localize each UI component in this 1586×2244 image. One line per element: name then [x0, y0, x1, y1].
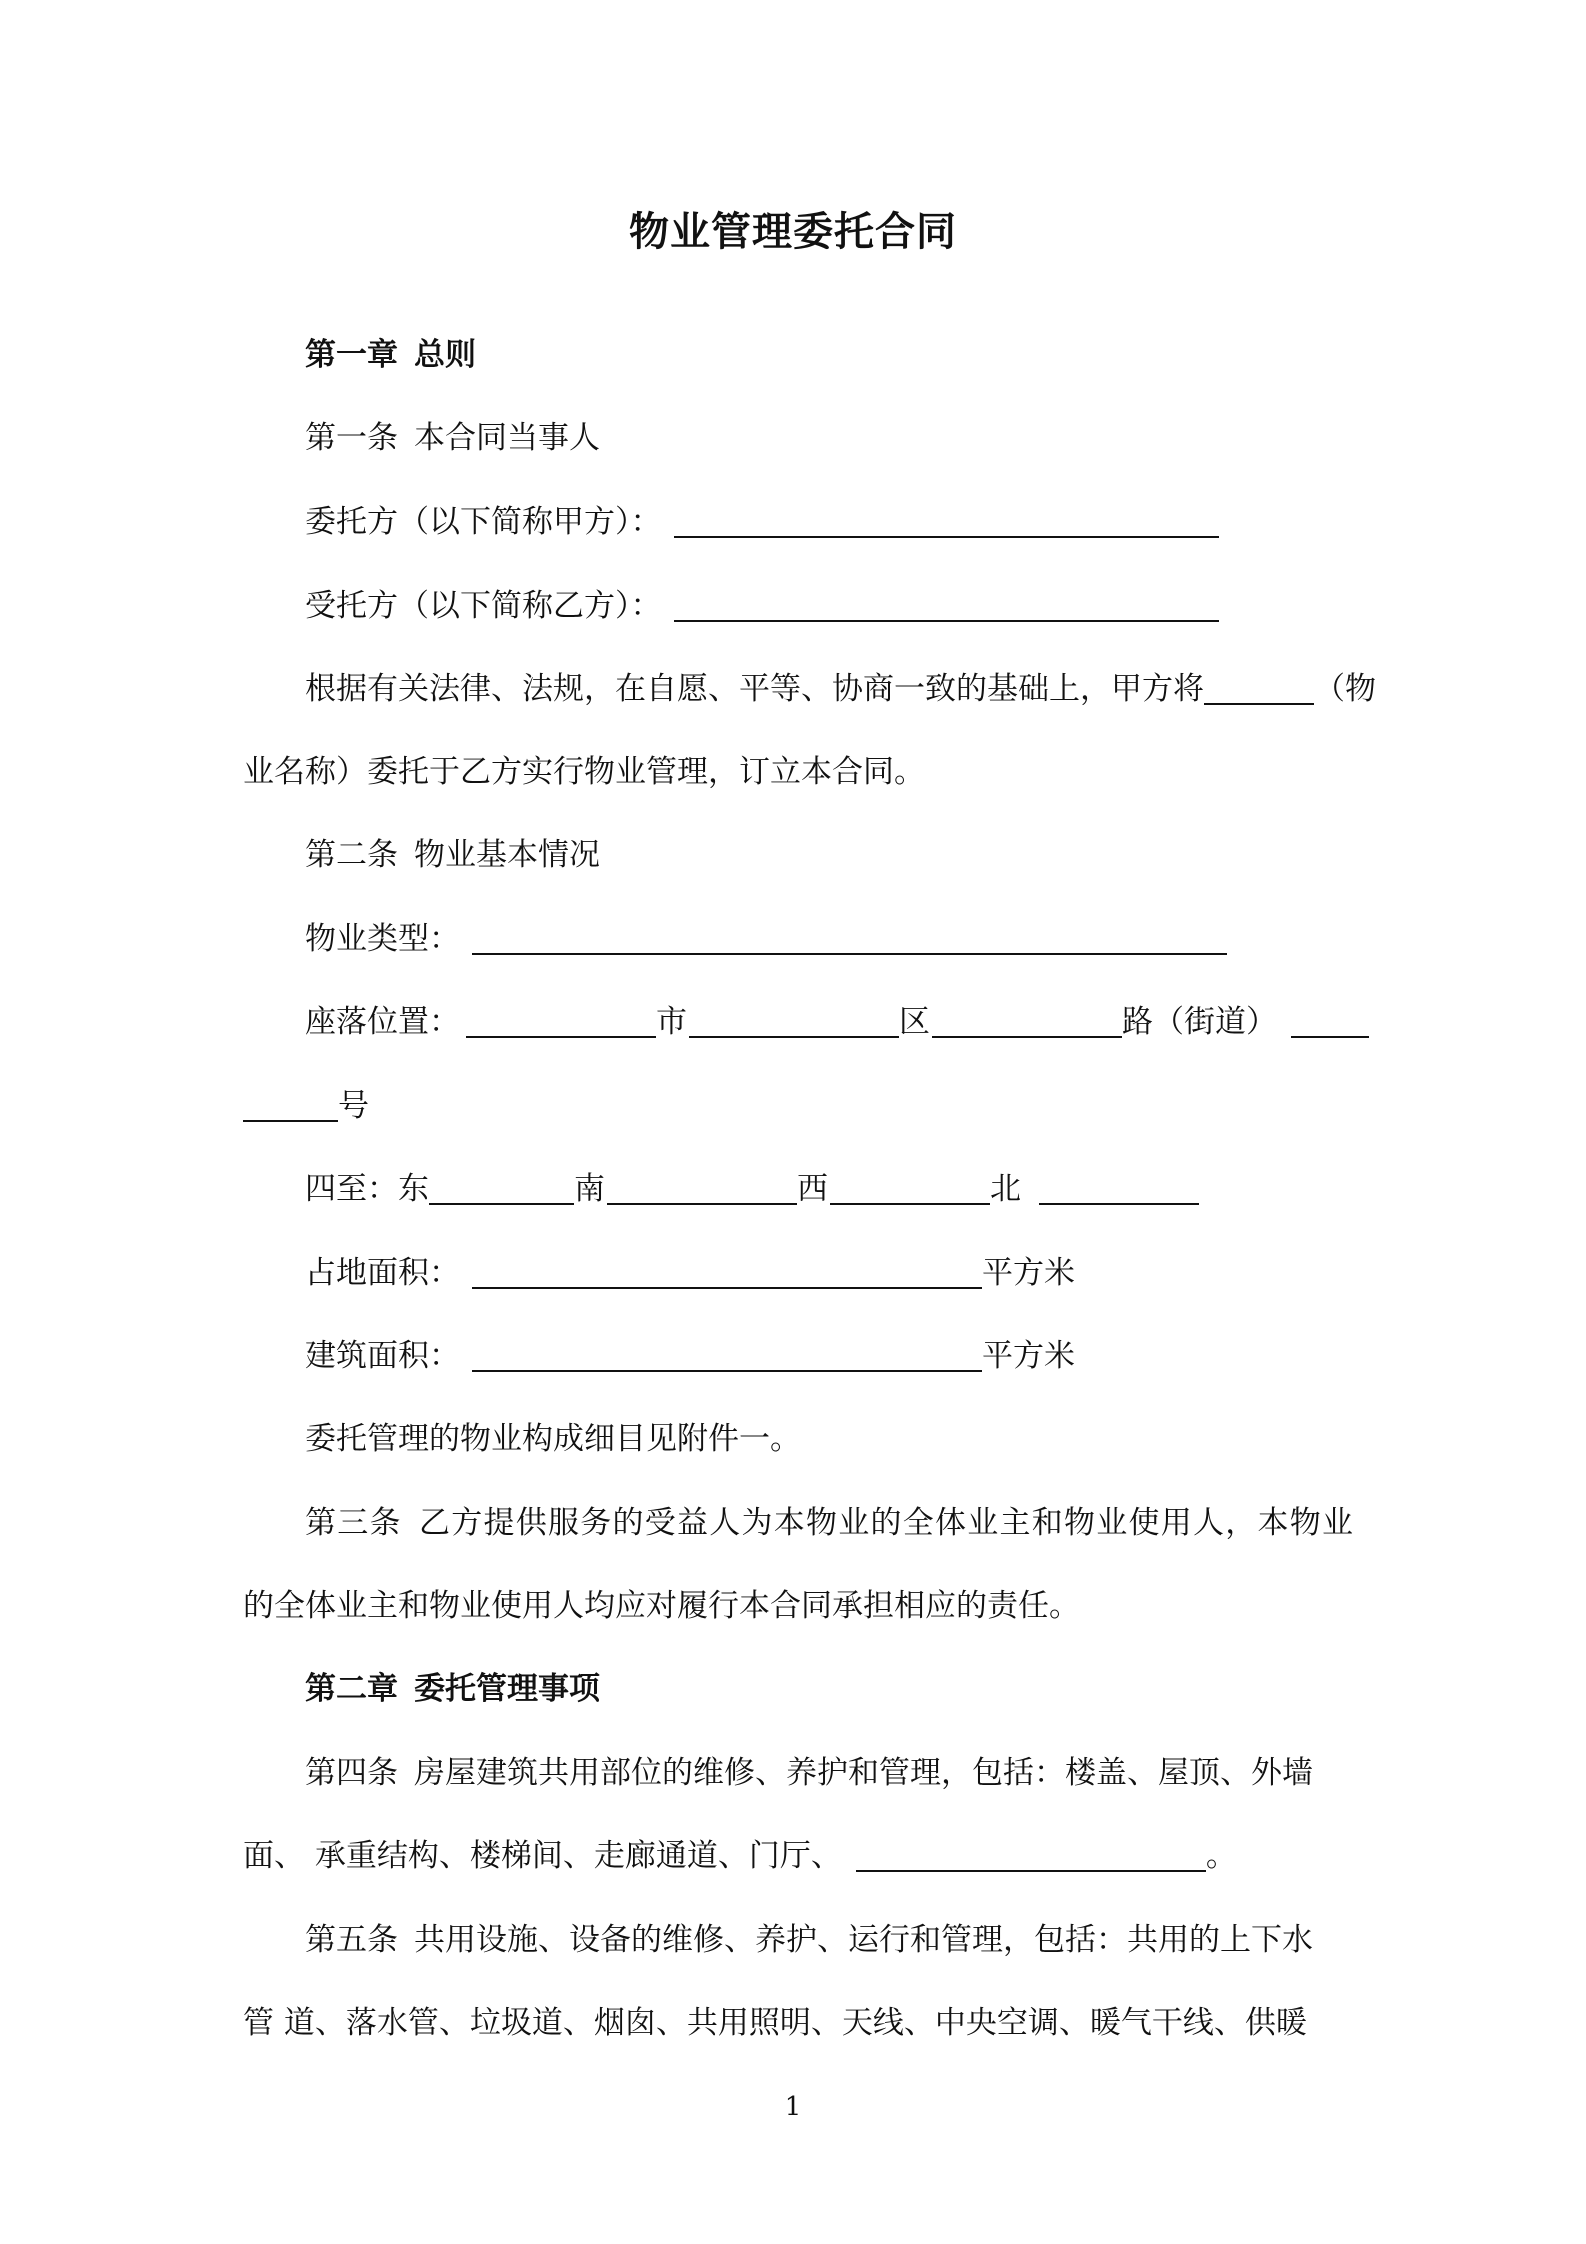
page-number: 1 [784, 2092, 802, 2122]
district-field[interactable] [689, 1006, 899, 1038]
agent-row [305, 586, 1219, 626]
document-title: 物业管理委托合同 [629, 209, 957, 255]
article-4-end: 。 [1205, 1838, 1237, 1874]
road-label: 路（街道） [1122, 1004, 1277, 1040]
article-4-text-1: 房屋建筑共用部位的维修、养护和管理，包括：楼盖、屋顶、外墙 [414, 1755, 1313, 1791]
house-number-field-start[interactable] [1291, 1006, 1369, 1038]
south-field[interactable] [607, 1173, 797, 1205]
basis-line-1 [305, 669, 1376, 709]
number-label: 号 [338, 1088, 369, 1124]
land-area-label: 占地面积： [305, 1255, 460, 1291]
article-2-title: 物业基本情况 [414, 837, 600, 873]
location-row [305, 1002, 1369, 1042]
article-5-text-1: 共用设施、设备的维修、养护、运行和管理，包括：共用的上下水 [414, 1922, 1313, 1958]
article-2-heading [305, 835, 600, 875]
article-1-number: 第一条 [305, 420, 398, 456]
article-1-heading [305, 418, 600, 458]
building-area-label: 建筑面积： [305, 1338, 460, 1374]
article-2-number: 第二条 [305, 837, 398, 873]
district-label: 区 [899, 1004, 930, 1040]
article-5-number: 第五条 [305, 1922, 398, 1958]
land-area-unit: 平方米 [982, 1255, 1075, 1291]
chapter-1-title: 总则 [414, 337, 476, 373]
west-field[interactable] [830, 1173, 990, 1205]
principal-name-field[interactable] [674, 506, 1219, 538]
chapter-1-heading [305, 335, 476, 375]
article-3-line-2: 的全体业主和物业使用人均应对履行本合同承担相应的责任。 [243, 1588, 1080, 1624]
chapter-2-title: 委托管理事项 [414, 1671, 600, 1707]
article-3-number: 第三条 [305, 1505, 402, 1541]
building-area-field[interactable] [472, 1340, 982, 1372]
road-field[interactable] [932, 1006, 1122, 1038]
property-type-field[interactable] [472, 923, 1227, 955]
property-name-field[interactable] [1204, 673, 1314, 705]
building-area-unit: 平方米 [982, 1338, 1075, 1374]
article-4-text-2: 面、 承重结构、楼梯间、走廊通道、门厅、 [243, 1838, 842, 1874]
article-5-line-1 [305, 1920, 1313, 1960]
article-3-line-1 [305, 1503, 1353, 1543]
basis-line-2: 业名称）委托于乙方实行物业管理，订立本合同。 [243, 754, 925, 790]
house-number-field[interactable] [243, 1090, 338, 1122]
article-3-text-1: 乙方提供服务的受益人为本物业的全体业主和物业使用人，本物业 [417, 1505, 1353, 1541]
bounds-label: 四至：东 [305, 1171, 429, 1207]
west-label: 西 [797, 1171, 828, 1207]
location-label: 座落位置： [305, 1004, 460, 1040]
agent-label: 受托方（以下简称乙方）： [305, 588, 662, 624]
boundaries-row [305, 1169, 1199, 1209]
article-1-title: 本合同当事人 [414, 420, 600, 456]
article-4-line-1 [305, 1753, 1313, 1793]
principal-row [305, 502, 1219, 542]
north-field[interactable] [1039, 1173, 1199, 1205]
north-label: 北 [990, 1171, 1021, 1207]
land-area-row [305, 1253, 1075, 1293]
chapter-1-number: 第一章 [305, 337, 398, 373]
article-4-number: 第四条 [305, 1755, 398, 1791]
other-common-parts-field[interactable] [856, 1840, 1206, 1872]
property-type-row [305, 919, 1227, 959]
property-type-label: 物业类型： [305, 921, 460, 957]
city-label: 市 [656, 1004, 687, 1040]
land-area-field[interactable] [472, 1257, 982, 1289]
south-label: 南 [574, 1171, 605, 1207]
chapter-2-number: 第二章 [305, 1671, 398, 1707]
appendix-note: 委托管理的物业构成细目见附件一。 [305, 1421, 801, 1457]
principal-label: 委托方（以下简称甲方）： [305, 504, 662, 540]
article-4-line-2 [243, 1836, 1237, 1876]
basis-text-1-tail: （物 [1314, 671, 1376, 707]
chapter-2-heading [305, 1669, 600, 1709]
location-row-cont [243, 1086, 369, 1126]
city-field[interactable] [466, 1006, 656, 1038]
agent-name-field[interactable] [674, 590, 1219, 622]
building-area-row [305, 1336, 1075, 1376]
article-5-line-2: 管 道、落水管、垃圾道、烟囱、共用照明、天线、中央空调、暖气干线、供暖 [243, 2005, 1307, 2041]
east-field[interactable] [429, 1173, 574, 1205]
basis-text-1: 根据有关法律、法规，在自愿、平等、协商一致的基础上，甲方将 [305, 671, 1204, 707]
